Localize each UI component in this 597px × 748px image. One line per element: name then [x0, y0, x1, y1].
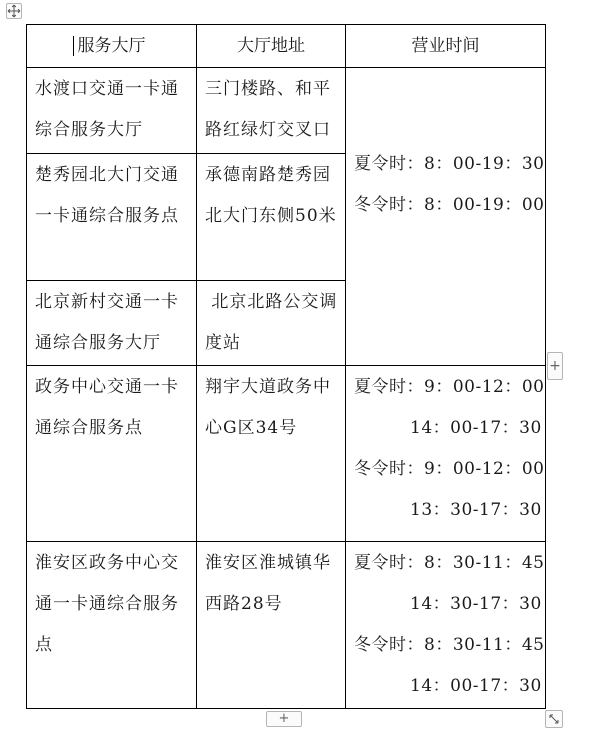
add-row-plus-icon: +	[278, 711, 290, 726]
address-cell[interactable]	[197, 542, 346, 709]
header-address-label: 大厅地址	[237, 36, 305, 56]
header-cell-hall[interactable]	[27, 25, 197, 68]
address-cell[interactable]	[197, 281, 346, 366]
hall-name: 政务中心交通一卡通综合服务点	[35, 377, 179, 438]
text-cursor	[73, 36, 74, 56]
hall-address: 承德南路楚秀园北大门东侧50米	[205, 165, 337, 226]
hours-winter-am: 冬令时：9：00-12：00	[354, 459, 545, 479]
header-cell-hours[interactable]	[346, 25, 546, 68]
hours-cell[interactable]	[346, 542, 546, 709]
hall-name: 楚秀园北大门交通一卡通综合服务点	[35, 165, 179, 226]
service-hall-table	[26, 24, 546, 709]
address-cell[interactable]	[197, 154, 346, 281]
hours-summer-am: 夏令时：9：00-12：00	[354, 377, 545, 397]
table-move-handle[interactable]	[6, 3, 22, 19]
hours-cell-merged[interactable]	[346, 68, 546, 366]
header-cell-address[interactable]	[197, 25, 346, 68]
add-column-plus-icon: +	[549, 358, 561, 374]
header-hall-label: 服务大厅	[77, 36, 146, 56]
header-row	[27, 25, 546, 68]
hall-name: 水渡口交通一卡通综合服务大厅	[35, 79, 179, 140]
add-column-button[interactable]	[547, 352, 563, 380]
address-cell[interactable]	[197, 68, 346, 154]
hours-winter-pm: 14：00-17：30	[410, 676, 542, 696]
table-resize-handle[interactable]	[545, 710, 563, 728]
hall-cell[interactable]	[27, 68, 197, 154]
address-cell[interactable]	[197, 366, 346, 542]
header-hours-label: 营业时间	[411, 36, 480, 56]
table-row	[27, 68, 546, 154]
hall-address: 淮安区淮城镇华西路28号	[205, 553, 331, 614]
hall-address: 三门楼路、和平路红绿灯交叉口	[205, 79, 331, 140]
hall-name: 淮安区政务中心交通一卡通综合服务点	[35, 553, 179, 655]
hours-winter-am: 冬令时：8：30-11：45	[354, 635, 545, 655]
hall-name: 北京新村交通一卡通综合服务大厅	[35, 292, 179, 353]
hours-cell[interactable]	[346, 366, 546, 542]
hours-winter: 冬令时：8：00-19：00	[354, 195, 545, 215]
table-row	[27, 542, 546, 709]
hours-summer-pm: 14：00-17：30	[410, 418, 542, 438]
hall-cell[interactable]	[27, 154, 197, 281]
hours-summer: 夏令时：8：00-19：30	[354, 154, 545, 174]
hall-address: 北京北路公交调度站	[205, 292, 338, 353]
add-row-button[interactable]	[266, 711, 302, 727]
hall-cell[interactable]	[27, 281, 197, 366]
table-resize-icon	[546, 711, 562, 727]
hours-summer-am: 夏令时：8：30-11：45	[354, 553, 545, 573]
hall-cell[interactable]	[27, 542, 197, 709]
table-move-icon	[7, 4, 21, 18]
hours-summer-pm: 14：30-17：30	[410, 594, 542, 614]
hall-cell[interactable]	[27, 366, 197, 542]
hall-address: 翔宇大道政务中心G区34号	[205, 377, 331, 438]
table-row	[27, 366, 546, 542]
hours-winter-pm: 13：30-17：30	[410, 500, 542, 520]
